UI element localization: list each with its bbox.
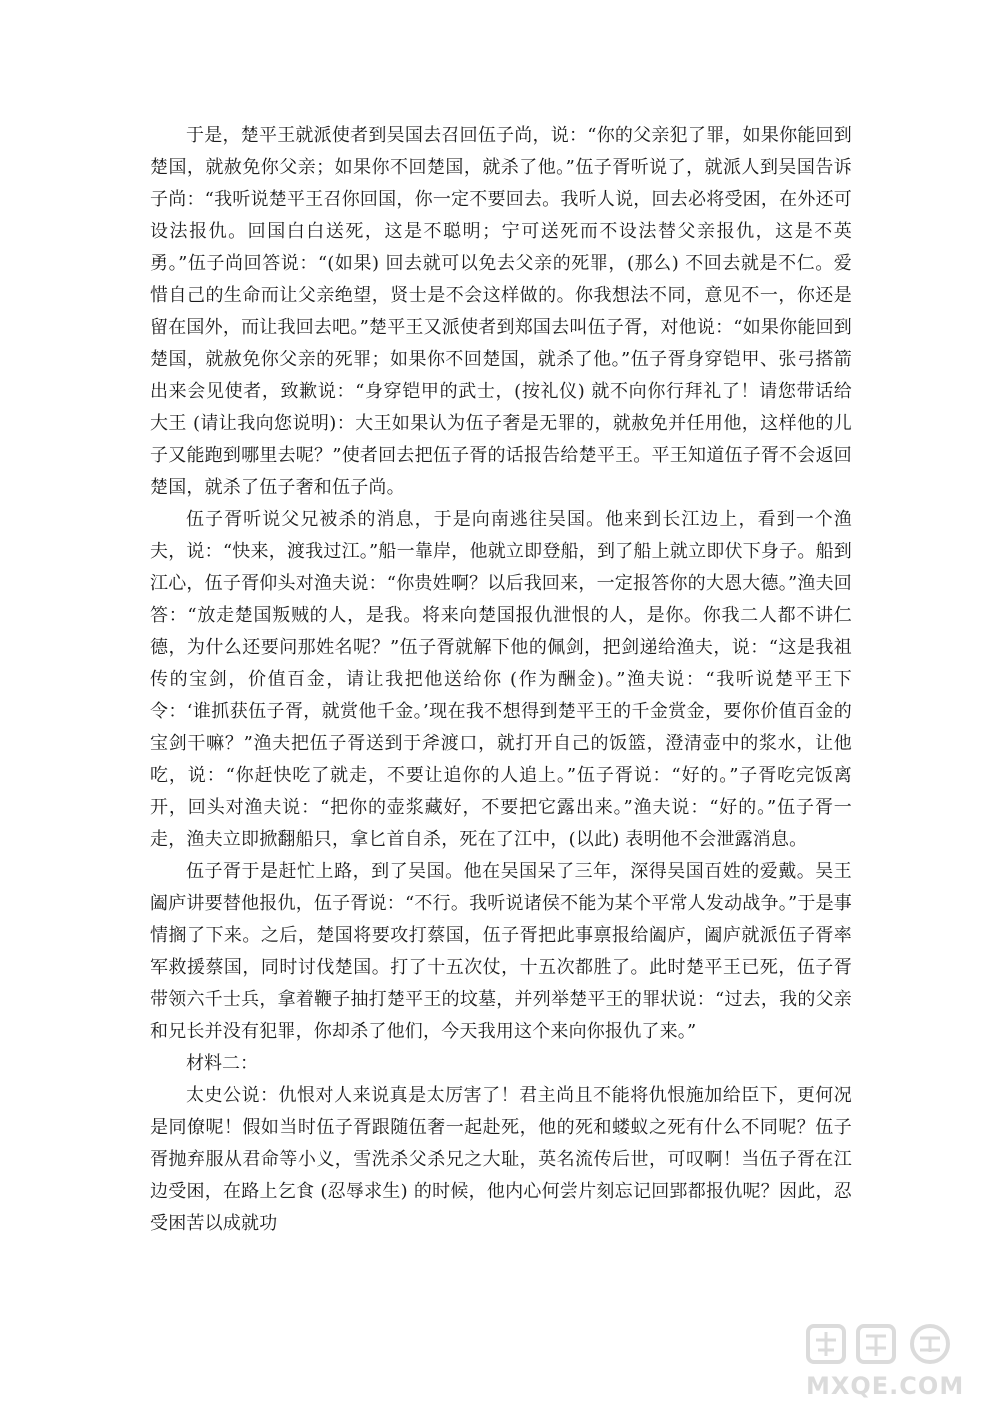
site-watermark (802, 1320, 972, 1400)
section-label: 材料二： (186, 1053, 258, 1074)
watermark-site-text: MXQE.COM (806, 1372, 965, 1400)
watermark-logo-icon (802, 1320, 972, 1368)
paragraph-3: 伍子胥于是赶忙上路，到了吴国。他在吴国呆了三年，深得吴国百姓的爱戴。吴王阖庐讲要替他报仇，伍子胥说：“不行。我听说诸侯不能为某个平常人发动战争。”于是事情搁了下来。之后，楚国将要攻打蔡国，伍子胥把此事禀报给阖庐，阖庐就派伍子胥率军救援蔡国，同时讨伐楚国。打了十五次仗，十五次都胜了。此时楚平王已死，伍子胥带领六千士兵，拿着鞭子抽打楚平王的坟墓，并列举楚平王的罪状说：“过去，我的父亲和兄长并没有犯罪，你却杀了他们，今天我用这个来向你报仇了来。” (150, 861, 852, 1042)
paragraph-final: 太史公说：仇恨对人来说真是太厉害了！君主尚且不能将仇恨施加给臣下，更何况是同僚呢！假如当时伍子胥跟随伍奢一起赴死，他的死和蝼蚁之死有什么不同呢？伍子胥抛弃服从君命等小义，雪洗杀父杀兄之大耻，英名流传后世，可叹啊！当伍子胥在江边受困，在路上乞食 (忍辱求生) 的时候，他内心何尝片刻忘记回郢都报仇呢？因此，忍受困苦以成就功 (150, 1085, 852, 1234)
paragraph-1: 于是，楚平王就派使者到吴国去召回伍子尚，说：“你的父亲犯了罪，如果你能回到楚国，就赦免你父亲；如果你不回楚国，就杀了他。”伍子胥听说了，就派人到吴国告诉子尚：“我听说楚平王召你回国，你一定不要回去。我听人说，回去必将受困，在外还可设法报仇。回国白白送死，这是不聪明；宁可送死而不设法替父亲报仇，这是不英勇。”伍子尚回答说：“(如果) 回去就可以免去父亲的死罪，(那么) 不回去就是不仁。爱惜自己的生命而让父亲绝望，贤士是不会这样做的。你我想法不同，意见不一，你还是留在国外，而让我回去吧。”楚平王又派使者到郑国去叫伍子胥，对他说：“如果你能回到楚国，就赦免你父亲的死罪；如果你不回楚国，就杀了他。”伍子胥身穿铠甲、张弓搭箭出来会见使者，致歉说：“身穿铠甲的武士，(按礼仪) 就不向你行拜礼了！请您带话给大王 (请让我向您说明)：大王如果认为伍子奢是无罪的，就赦免并任用他，这样他的儿子又能跑到哪里去呢？”使者回去把伍子胥的话报告给楚平王。平王知道伍子胥不会返回楚国，就杀了伍子奢和伍子尚。 (150, 125, 852, 498)
document-body (150, 120, 852, 1240)
paragraph-2: 伍子胥听说父兄被杀的消息，于是向南逃往吴国。他来到长江边上，看到一个渔夫，说：“快来，渡我过江。”船一靠岸，他就立即登船，到了船上就立即伏下身子。船到江心，伍子胥仰头对渔夫说：“你贵姓啊？以后我回来，一定报答你的大恩大德。”渔夫回答：“放走楚国叛贼的人，是我。将来向楚国报仇泄恨的人，是你。你我二人都不讲仁德，为什么还要问那姓名呢？”伍子胥就解下他的佩剑，把剑递给渔夫，说：“这是我祖传的宝剑，价值百金，请让我把他送给你 (作为酬金)。”渔夫说：“我听说楚平王下令：‘谁抓获伍子胥，就赏他千金。’现在我不想得到楚平王的千金赏金，要你价值百金的宝剑干嘛？”渔夫把伍子胥送到于斧渡口，就打开自己的饭篮，澄清壶中的浆水，让他吃，说：“你赶快吃了就走，不要让追你的人追上。”伍子胥说：“好的。”子胥吃完饭离开，回头对渔夫说：“把你的壶浆藏好，不要把它露出来。”渔夫说：“好的。”伍子胥一走，渔夫立即掀翻船只，拿匕首自杀，死在了江中，(以此) 表明他不会泄露消息。 (150, 509, 852, 850)
